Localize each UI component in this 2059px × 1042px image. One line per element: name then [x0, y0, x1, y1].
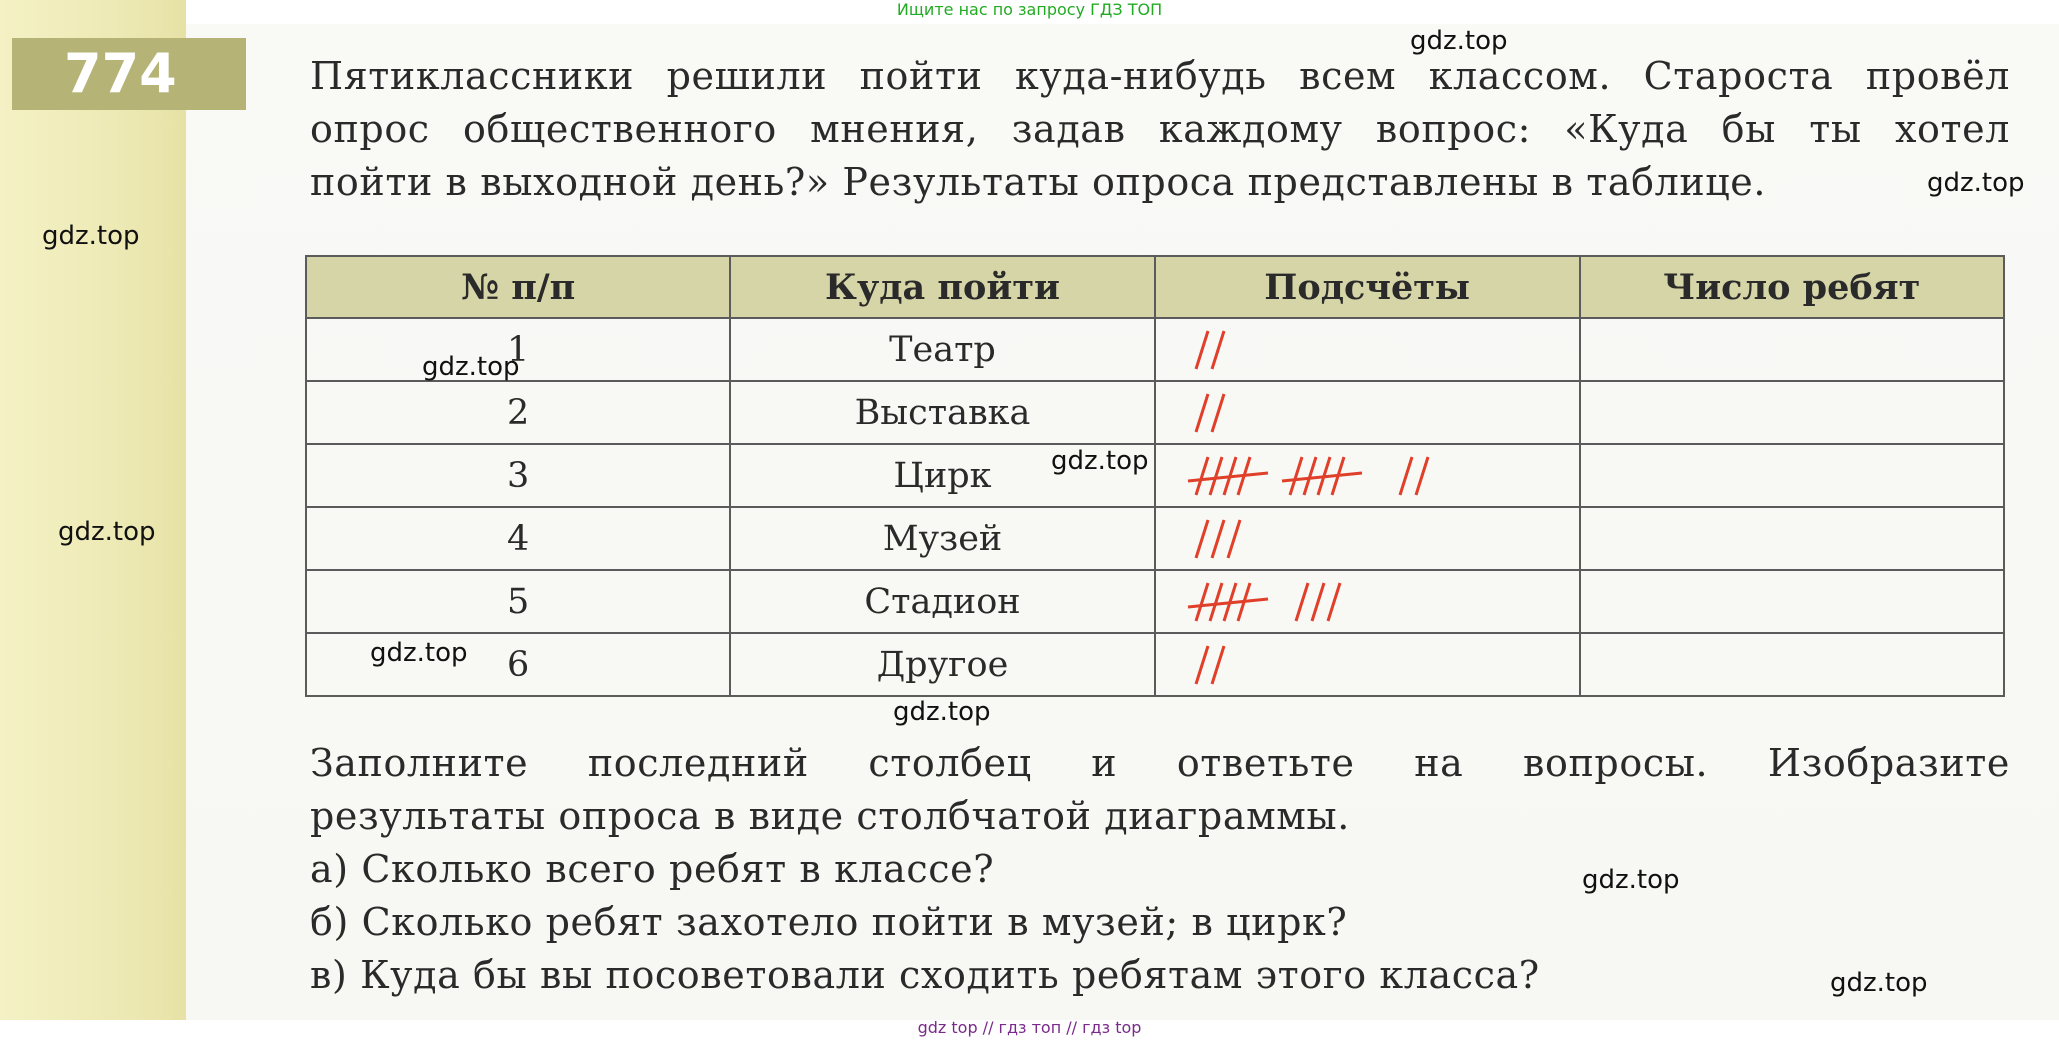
watermark: gdz.top: [1410, 26, 1508, 56]
watermark: gdz.top: [370, 638, 468, 668]
intro-line: пойти в выходной день?» Результаты опроса представлены в таблице.: [310, 160, 1767, 204]
watermark: gdz.top: [1582, 865, 1680, 895]
tally-marks: [1186, 451, 1486, 501]
header-cell-count: Число ребят: [1580, 256, 2004, 318]
intro-line: Пятиклассники решили пойти куда-нибудь всем классом. Староста провёл: [310, 54, 2010, 98]
row-number: 2: [306, 381, 730, 444]
task-line: результаты опроса в виде столбчатой диаграммы.: [310, 794, 1350, 838]
row-tally: [1155, 381, 1580, 444]
table-row: [306, 381, 2004, 444]
row-count-empty[interactable]: [1580, 507, 2004, 570]
question-a: а) Сколько всего ребят в классе?: [310, 847, 995, 891]
tally-marks: [1186, 577, 1446, 627]
table-row: [306, 318, 2004, 381]
page-margin-strip: [0, 0, 186, 1020]
row-place: Театр: [730, 318, 1155, 381]
header-note: Ищите нас по запросу ГДЗ ТОП: [896, 0, 1163, 19]
row-place: Стадион: [730, 570, 1155, 633]
intro-paragraph: [310, 50, 2010, 209]
tally-marks: [1186, 640, 1446, 690]
row-count-empty[interactable]: [1580, 444, 2004, 507]
row-place: Другое: [730, 633, 1155, 696]
row-number: 5: [306, 570, 730, 633]
row-tally: [1155, 507, 1580, 570]
watermark: gdz.top: [893, 697, 991, 727]
row-place: Музей: [730, 507, 1155, 570]
task-paragraph: [310, 737, 2010, 843]
row-number: 1: [306, 318, 730, 381]
task-line: Заполните последний столбец и ответьте на вопросы. Изобразите: [310, 741, 2010, 785]
table-header-row: [306, 256, 2004, 318]
table-row: [306, 507, 2004, 570]
row-count-empty[interactable]: [1580, 381, 2004, 444]
tally-marks: [1186, 325, 1446, 375]
watermark: gdz.top: [42, 221, 140, 251]
header-cell-number: № п/п: [306, 256, 730, 318]
watermark: gdz.top: [422, 352, 520, 382]
tally-marks: [1186, 388, 1446, 438]
row-number: 6: [306, 633, 730, 696]
row-number: 3: [306, 444, 730, 507]
row-place: Выставка: [730, 381, 1155, 444]
tally-marks: [1186, 514, 1446, 564]
questions-list: [310, 843, 1540, 1002]
survey-table: [305, 255, 2005, 697]
row-place: Цирк: [730, 444, 1155, 507]
row-tally: [1155, 318, 1580, 381]
question-b: б) Сколько ребят захотело пойти в музей; в цирк?: [310, 900, 1348, 944]
watermark: gdz.top: [1051, 446, 1149, 476]
row-number: 4: [306, 507, 730, 570]
row-count-empty[interactable]: [1580, 633, 2004, 696]
watermark: gdz.top: [58, 517, 156, 547]
row-tally: [1155, 444, 1580, 507]
row-tally: [1155, 570, 1580, 633]
exercise-number-badge: 774: [12, 38, 246, 110]
row-count-empty[interactable]: [1580, 570, 2004, 633]
table-row: [306, 444, 2004, 507]
footer-note: gdz top // гдз топ // гдз top: [917, 1018, 1142, 1037]
watermark: gdz.top: [1830, 968, 1928, 998]
question-c: в) Куда бы вы посоветовали сходить ребятам этого класса?: [310, 953, 1540, 997]
table-row: [306, 570, 2004, 633]
header-cell-place: Куда пойти: [730, 256, 1155, 318]
intro-line: опрос общественного мнения, задав каждому вопрос: «Куда бы ты хотел: [310, 107, 2010, 151]
watermark: gdz.top: [1927, 168, 2025, 198]
table-row: [306, 633, 2004, 696]
header-cell-tally: Подсчёты: [1155, 256, 1580, 318]
row-tally: [1155, 633, 1580, 696]
row-count-empty[interactable]: [1580, 318, 2004, 381]
